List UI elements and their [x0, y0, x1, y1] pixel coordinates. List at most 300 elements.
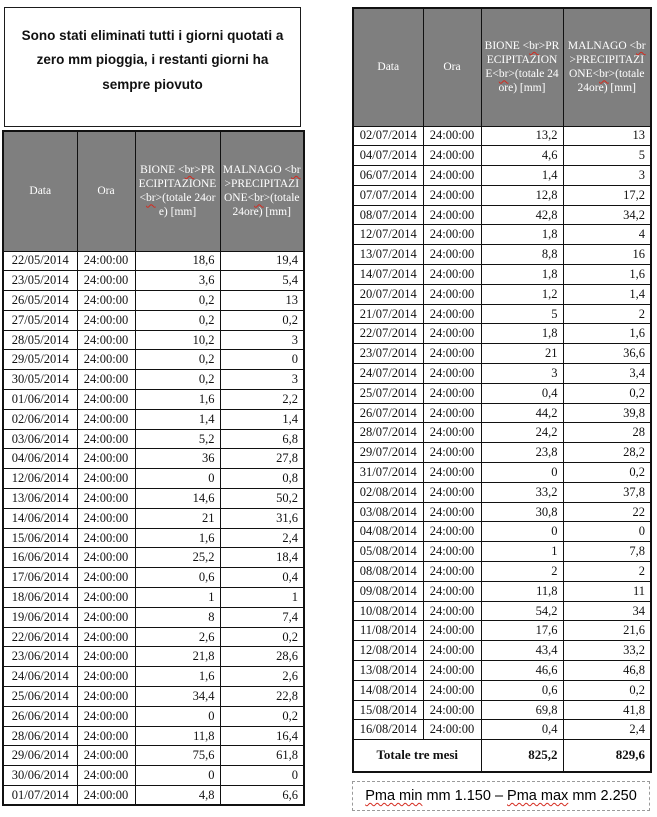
cell-malnago: 2,4: [563, 720, 651, 740]
cell-bione: 0,2: [135, 310, 220, 330]
cell-malnago: 39,8: [563, 403, 651, 423]
cell-bione: 43,4: [481, 641, 563, 661]
cell-bione: 4,8: [135, 786, 220, 806]
cell-date: 19/06/2014: [3, 607, 77, 627]
cell-date: 03/08/2014: [353, 502, 423, 522]
table-row: [3, 469, 304, 489]
cell-date: 16/06/2014: [3, 548, 77, 568]
cell-bione: 13,2: [481, 126, 563, 146]
table-row: [353, 126, 651, 146]
cell-bione: 4,6: [481, 146, 563, 166]
cell-date: 20/07/2014: [353, 284, 423, 304]
cell-ora: 24:00:00: [423, 482, 481, 502]
cell-malnago: 0,4: [220, 568, 304, 588]
cell-date: 28/05/2014: [3, 330, 77, 350]
cell-malnago: 1: [220, 588, 304, 608]
cell-malnago: 27,8: [220, 449, 304, 469]
col-header-ora: Ora: [77, 131, 135, 251]
cell-bione: 42,8: [481, 205, 563, 225]
table-row: [3, 449, 304, 469]
cell-bione: 1: [481, 542, 563, 562]
cell-date: 28/06/2014: [3, 726, 77, 746]
cell-date: 30/05/2014: [3, 370, 77, 390]
cell-malnago: 0: [563, 522, 651, 542]
cell-bione: 54,2: [481, 601, 563, 621]
cell-date: 21/07/2014: [353, 304, 423, 324]
cell-ora: 24:00:00: [77, 291, 135, 311]
cell-date: 13/08/2014: [353, 661, 423, 681]
cell-malnago: 21,6: [563, 621, 651, 641]
cell-malnago: 1,4: [220, 409, 304, 429]
cell-bione: 0,6: [135, 568, 220, 588]
cell-bione: 1,2: [481, 284, 563, 304]
cell-malnago: 0,2: [563, 463, 651, 483]
cell-ora: 24:00:00: [77, 568, 135, 588]
table-body-right: [353, 126, 651, 740]
cell-date: 23/07/2014: [353, 344, 423, 364]
cell-date: 17/06/2014: [3, 568, 77, 588]
cell-date: 29/07/2014: [353, 443, 423, 463]
cell-bione: 0: [135, 766, 220, 786]
cell-date: 01/06/2014: [3, 390, 77, 410]
table-row: [3, 330, 304, 350]
total-label: Totale tre mesi: [353, 740, 481, 772]
cell-malnago: 3: [563, 166, 651, 186]
cell-malnago: 22: [563, 502, 651, 522]
cell-bione: 10,2: [135, 330, 220, 350]
cell-malnago: 0: [220, 350, 304, 370]
table-row: [3, 548, 304, 568]
table-body-left: [3, 251, 304, 805]
cell-ora: 24:00:00: [423, 680, 481, 700]
cell-bione: 0: [481, 522, 563, 542]
cell-ora: 24:00:00: [423, 581, 481, 601]
table-row: [353, 146, 651, 166]
cell-date: 10/08/2014: [353, 601, 423, 621]
cell-date: 26/07/2014: [353, 403, 423, 423]
table-row: [353, 324, 651, 344]
cell-bione: 33,2: [481, 482, 563, 502]
cell-bione: 0,4: [481, 720, 563, 740]
cell-date: 25/06/2014: [3, 687, 77, 707]
cell-ora: 24:00:00: [423, 423, 481, 443]
cell-ora: 24:00:00: [77, 687, 135, 707]
cell-ora: 24:00:00: [77, 330, 135, 350]
table-row: [353, 463, 651, 483]
table-row: [353, 542, 651, 562]
cell-malnago: 0,2: [220, 627, 304, 647]
table-row: [3, 291, 304, 311]
cell-bione: 8: [135, 607, 220, 627]
cell-date: 11/08/2014: [353, 621, 423, 641]
cell-ora: 24:00:00: [77, 469, 135, 489]
cell-bione: 0,2: [135, 291, 220, 311]
cell-malnago: 3,4: [563, 364, 651, 384]
table-row: [353, 265, 651, 285]
cell-malnago: 5: [563, 146, 651, 166]
cell-bione: 69,8: [481, 700, 563, 720]
cell-ora: 24:00:00: [423, 621, 481, 641]
table-row: [3, 310, 304, 330]
table-row: [3, 409, 304, 429]
cell-malnago: 1,6: [563, 265, 651, 285]
cell-date: 14/07/2014: [353, 265, 423, 285]
cell-date: 31/07/2014: [353, 463, 423, 483]
cell-malnago: 33,2: [563, 641, 651, 661]
rain-table-left: [2, 130, 305, 806]
table-row: [353, 383, 651, 403]
cell-ora: 24:00:00: [423, 245, 481, 265]
cell-malnago: 16,4: [220, 726, 304, 746]
cell-bione: 46,6: [481, 661, 563, 681]
table-row: [353, 344, 651, 364]
cell-ora: 24:00:00: [77, 508, 135, 528]
cell-malnago: 0: [220, 766, 304, 786]
cell-date: 13/06/2014: [3, 489, 77, 509]
cell-date: 22/06/2014: [3, 627, 77, 647]
table-row: [3, 687, 304, 707]
cell-bione: 0,4: [481, 383, 563, 403]
table-row: [353, 284, 651, 304]
cell-ora: 24:00:00: [77, 726, 135, 746]
table-row: [353, 720, 651, 740]
cell-malnago: 16: [563, 245, 651, 265]
cell-date: 29/05/2014: [3, 350, 77, 370]
cell-malnago: 7,8: [563, 542, 651, 562]
cell-date: 30/06/2014: [3, 766, 77, 786]
cell-ora: 24:00:00: [423, 205, 481, 225]
table-row: [3, 706, 304, 726]
cell-date: 02/08/2014: [353, 482, 423, 502]
cell-ora: 24:00:00: [77, 786, 135, 806]
table-row: [353, 581, 651, 601]
cell-date: 09/08/2014: [353, 581, 423, 601]
cell-ora: 24:00:00: [77, 647, 135, 667]
cell-malnago: 2,4: [220, 528, 304, 548]
cell-malnago: 31,6: [220, 508, 304, 528]
cell-date: 05/08/2014: [353, 542, 423, 562]
cell-date: 28/07/2014: [353, 423, 423, 443]
cell-date: 23/05/2014: [3, 271, 77, 291]
table-row: [3, 251, 304, 271]
cell-bione: 21: [135, 508, 220, 528]
table-row: [3, 528, 304, 548]
cell-ora: 24:00:00: [423, 324, 481, 344]
cell-ora: 24:00:00: [423, 601, 481, 621]
cell-malnago: 11: [563, 581, 651, 601]
cell-bione: 17,6: [481, 621, 563, 641]
cell-date: 22/07/2014: [353, 324, 423, 344]
cell-ora: 24:00:00: [77, 607, 135, 627]
table-row: [353, 166, 651, 186]
cell-bione: 2: [481, 562, 563, 582]
pma-note-box: [352, 781, 650, 811]
table-row: [3, 667, 304, 687]
cell-date: 12/07/2014: [353, 225, 423, 245]
header-row: [353, 8, 651, 126]
cell-date: 12/08/2014: [353, 641, 423, 661]
cell-bione: 21: [481, 344, 563, 364]
table-row: [3, 429, 304, 449]
cell-date: 15/06/2014: [3, 528, 77, 548]
col-header-bione: BIONE <br>PRECIPITAZIONE<br>(totale 24ore) [mm]: [481, 8, 563, 126]
cell-date: 03/06/2014: [3, 429, 77, 449]
cell-date: 15/08/2014: [353, 700, 423, 720]
cell-date: 24/07/2014: [353, 364, 423, 384]
cell-ora: 24:00:00: [423, 443, 481, 463]
cell-bione: 1,6: [135, 528, 220, 548]
cell-date: 08/07/2014: [353, 205, 423, 225]
cell-date: 27/05/2014: [3, 310, 77, 330]
table-row: [353, 621, 651, 641]
cell-ora: 24:00:00: [423, 383, 481, 403]
table-row: [353, 680, 651, 700]
cell-date: 12/06/2014: [3, 469, 77, 489]
cell-bione: 1,8: [481, 265, 563, 285]
table-row: [3, 627, 304, 647]
cell-bione: 0: [135, 469, 220, 489]
table-row: [353, 443, 651, 463]
cell-ora: 24:00:00: [77, 350, 135, 370]
cell-date: 01/07/2014: [3, 786, 77, 806]
cell-date: 08/08/2014: [353, 562, 423, 582]
cell-ora: 24:00:00: [77, 528, 135, 548]
table-row: [3, 766, 304, 786]
cell-malnago: 6,6: [220, 786, 304, 806]
cell-bione: 0,6: [481, 680, 563, 700]
cell-ora: 24:00:00: [77, 449, 135, 469]
cell-ora: 24:00:00: [423, 265, 481, 285]
cell-date: 04/06/2014: [3, 449, 77, 469]
cell-bione: 12,8: [481, 185, 563, 205]
cell-bione: 5: [481, 304, 563, 324]
cell-bione: 11,8: [135, 726, 220, 746]
table-row: [3, 489, 304, 509]
table-header: [353, 8, 651, 126]
cell-bione: 14,6: [135, 489, 220, 509]
cell-malnago: 2,6: [220, 667, 304, 687]
cell-bione: 11,8: [481, 581, 563, 601]
cell-ora: 24:00:00: [423, 304, 481, 324]
cell-malnago: 2: [563, 304, 651, 324]
table-row: [3, 647, 304, 667]
cell-ora: 24:00:00: [423, 720, 481, 740]
cell-date: 29/06/2014: [3, 746, 77, 766]
cell-malnago: 0,8: [220, 469, 304, 489]
note-text: Sono stati eliminati tutti i giorni quotati a zero mm pioggia, i restanti giorni ha sempre piovuto: [21, 28, 284, 92]
cell-bione: 30,8: [481, 502, 563, 522]
cell-malnago: 17,2: [563, 185, 651, 205]
cell-date: 04/07/2014: [353, 146, 423, 166]
cell-ora: 24:00:00: [77, 766, 135, 786]
table-footer: [353, 740, 651, 772]
cell-malnago: 13: [563, 126, 651, 146]
cell-malnago: 4: [563, 225, 651, 245]
cell-bione: 1,6: [135, 667, 220, 687]
cell-bione: 1,4: [481, 166, 563, 186]
cell-bione: 3,6: [135, 271, 220, 291]
cell-ora: 24:00:00: [77, 429, 135, 449]
cell-ora: 24:00:00: [423, 185, 481, 205]
cell-ora: 24:00:00: [77, 706, 135, 726]
cell-bione: 8,8: [481, 245, 563, 265]
cell-ora: 24:00:00: [77, 409, 135, 429]
cell-malnago: 5,4: [220, 271, 304, 291]
table-row: [3, 271, 304, 291]
cell-malnago: 34,2: [563, 205, 651, 225]
total-bione: 825,2: [481, 740, 563, 772]
cell-bione: 1,8: [481, 225, 563, 245]
table-row: [353, 185, 651, 205]
cell-ora: 24:00:00: [423, 146, 481, 166]
table-header: [3, 131, 304, 251]
col-header-malnago: MALNAGO <br>PRECIPITAZIONE<br>(totale 24ore) [mm]: [563, 8, 651, 126]
cell-bione: 36: [135, 449, 220, 469]
table-row: [3, 350, 304, 370]
cell-malnago: 34: [563, 601, 651, 621]
cell-ora: 24:00:00: [423, 344, 481, 364]
cell-bione: 1,8: [481, 324, 563, 344]
table-row: [3, 726, 304, 746]
rain-table-right: [352, 7, 652, 773]
table-row: [353, 661, 651, 681]
col-header-data: Data: [3, 131, 77, 251]
cell-malnago: 28,6: [220, 647, 304, 667]
cell-bione: 25,2: [135, 548, 220, 568]
cell-ora: 24:00:00: [77, 588, 135, 608]
cell-malnago: 18,4: [220, 548, 304, 568]
cell-bione: 1: [135, 588, 220, 608]
cell-date: 26/06/2014: [3, 706, 77, 726]
table-row: [3, 786, 304, 806]
cell-malnago: 0,2: [563, 383, 651, 403]
cell-date: 14/06/2014: [3, 508, 77, 528]
cell-ora: 24:00:00: [423, 463, 481, 483]
cell-date: 22/05/2014: [3, 251, 77, 271]
cell-malnago: 46,8: [563, 661, 651, 681]
cell-ora: 24:00:00: [77, 489, 135, 509]
cell-bione: 2,6: [135, 627, 220, 647]
cell-bione: 44,2: [481, 403, 563, 423]
cell-ora: 24:00:00: [423, 225, 481, 245]
cell-malnago: 3: [220, 370, 304, 390]
cell-ora: 24:00:00: [77, 310, 135, 330]
cell-ora: 24:00:00: [423, 542, 481, 562]
table-row: [3, 568, 304, 588]
cell-bione: 5,2: [135, 429, 220, 449]
cell-bione: 0: [135, 706, 220, 726]
col-header-data: Data: [353, 8, 423, 126]
cell-ora: 24:00:00: [77, 548, 135, 568]
cell-malnago: 2: [563, 562, 651, 582]
cell-malnago: 6,8: [220, 429, 304, 449]
cell-malnago: 61,8: [220, 746, 304, 766]
table-row: [3, 390, 304, 410]
cell-malnago: 50,2: [220, 489, 304, 509]
cell-bione: 0,2: [135, 370, 220, 390]
table-row: [3, 370, 304, 390]
table-row: [353, 225, 651, 245]
total-row: [353, 740, 651, 772]
cell-ora: 24:00:00: [423, 166, 481, 186]
table-row: [3, 746, 304, 766]
cell-ora: 24:00:00: [423, 502, 481, 522]
cell-bione: 21,8: [135, 647, 220, 667]
cell-bione: 34,4: [135, 687, 220, 707]
table-row: [353, 403, 651, 423]
cell-ora: 24:00:00: [423, 522, 481, 542]
cell-ora: 24:00:00: [423, 641, 481, 661]
cell-date: 06/07/2014: [353, 166, 423, 186]
cell-ora: 24:00:00: [423, 364, 481, 384]
cell-date: 14/08/2014: [353, 680, 423, 700]
cell-bione: 1,4: [135, 409, 220, 429]
cell-malnago: 2,2: [220, 390, 304, 410]
cell-bione: 23,8: [481, 443, 563, 463]
cell-malnago: 28: [563, 423, 651, 443]
table-row: [353, 245, 651, 265]
cell-bione: 24,2: [481, 423, 563, 443]
table-row: [353, 482, 651, 502]
cell-malnago: 7,4: [220, 607, 304, 627]
cell-malnago: 13: [220, 291, 304, 311]
cell-bione: 3: [481, 364, 563, 384]
table-row: [353, 502, 651, 522]
cell-date: 02/06/2014: [3, 409, 77, 429]
cell-date: 13/07/2014: [353, 245, 423, 265]
cell-malnago: 19,4: [220, 251, 304, 271]
table-row: [3, 508, 304, 528]
cell-ora: 24:00:00: [77, 746, 135, 766]
cell-date: 02/07/2014: [353, 126, 423, 146]
cell-date: 16/08/2014: [353, 720, 423, 740]
cell-malnago: 0,2: [220, 310, 304, 330]
table-row: [353, 364, 651, 384]
table-row: [353, 700, 651, 720]
table-row: [353, 601, 651, 621]
cell-date: 24/06/2014: [3, 667, 77, 687]
cell-date: 04/08/2014: [353, 522, 423, 542]
cell-ora: 24:00:00: [77, 271, 135, 291]
cell-malnago: 0,2: [563, 680, 651, 700]
cell-malnago: 41,8: [563, 700, 651, 720]
cell-malnago: 3: [220, 330, 304, 350]
note-box: [4, 7, 301, 127]
header-row: [3, 131, 304, 251]
cell-bione: 0: [481, 463, 563, 483]
table-row: [353, 304, 651, 324]
cell-date: 18/06/2014: [3, 588, 77, 608]
cell-bione: 0,2: [135, 350, 220, 370]
cell-ora: 24:00:00: [423, 562, 481, 582]
pma-note-text: Pma min mm 1.150 – Pma max mm 2.250: [365, 788, 637, 804]
cell-ora: 24:00:00: [423, 700, 481, 720]
cell-ora: 24:00:00: [423, 126, 481, 146]
cell-ora: 24:00:00: [423, 403, 481, 423]
cell-bione: 1,6: [135, 390, 220, 410]
cell-ora: 24:00:00: [423, 661, 481, 681]
cell-ora: 24:00:00: [423, 284, 481, 304]
col-header-ora: Ora: [423, 8, 481, 126]
cell-malnago: 22,8: [220, 687, 304, 707]
cell-ora: 24:00:00: [77, 251, 135, 271]
cell-ora: 24:00:00: [77, 390, 135, 410]
table-row: [353, 522, 651, 542]
cell-ora: 24:00:00: [77, 370, 135, 390]
cell-date: 26/05/2014: [3, 291, 77, 311]
cell-malnago: 28,2: [563, 443, 651, 463]
cell-malnago: 36,6: [563, 344, 651, 364]
